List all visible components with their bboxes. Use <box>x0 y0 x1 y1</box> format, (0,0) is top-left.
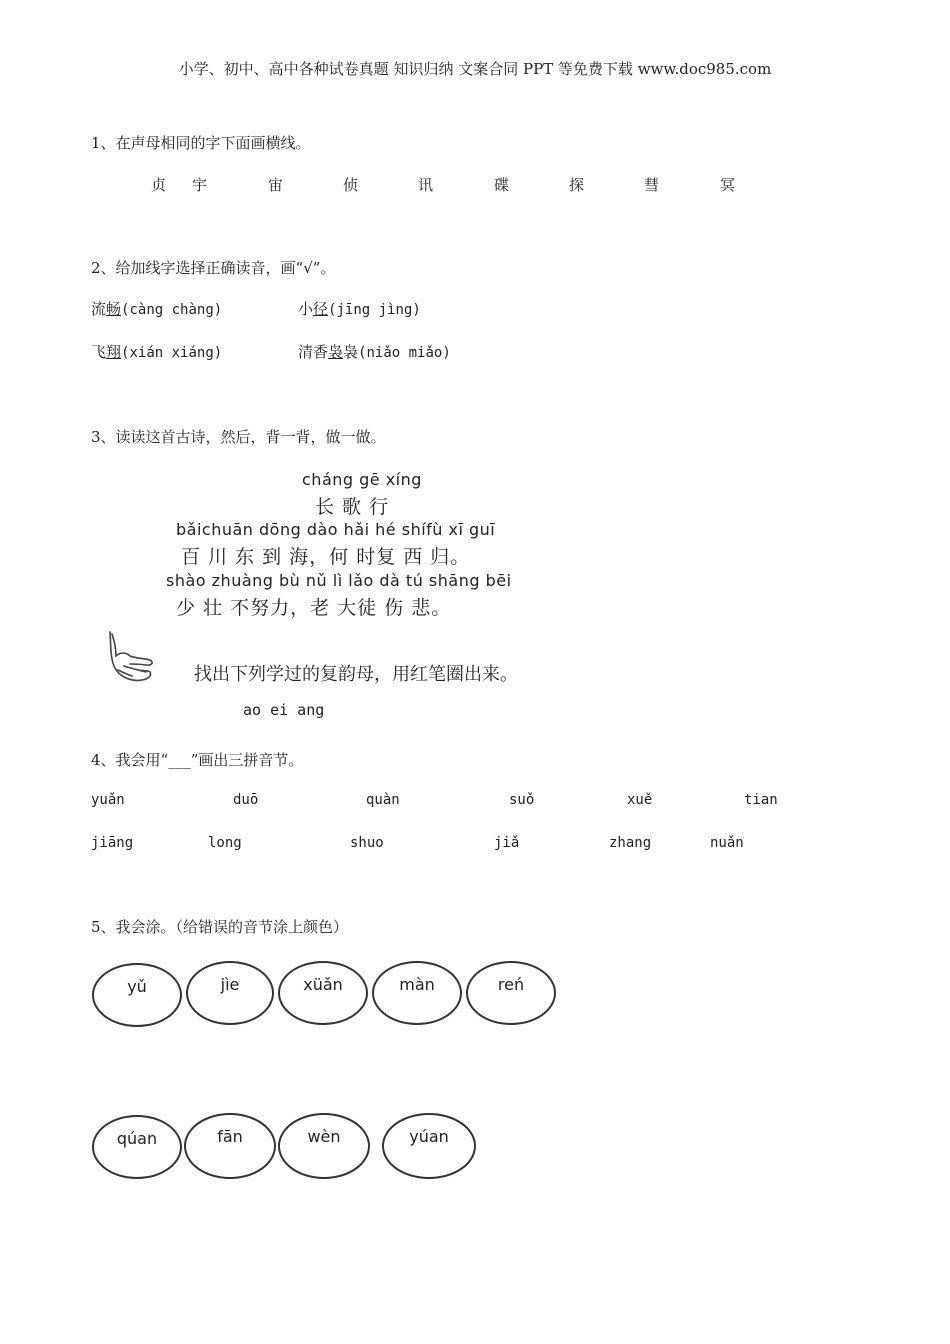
question-3-title: 3、读读这首古诗，然后，背一背，做一做。 <box>91 428 386 446</box>
poem-line-2-pinyin: shào zhuàng bù nǔ lì lǎo dà tú shāng bēi <box>166 571 512 590</box>
syllable: zhang <box>609 835 652 851</box>
q2-item <box>91 298 222 319</box>
q2-item <box>298 298 421 319</box>
syllable-oval[interactable]: wèn <box>278 1113 370 1179</box>
syllable: quàn <box>366 792 400 808</box>
q2-word-prefix: 流 <box>91 300 107 318</box>
q2-item <box>298 341 451 362</box>
q1-char: 冥 <box>720 176 736 194</box>
syllable: jiǎ <box>494 835 520 851</box>
question-1-title: 1、在声母相同的字下面画横线。 <box>91 134 311 152</box>
syllable: suǒ <box>509 792 535 808</box>
syllable: tian <box>744 792 778 808</box>
q2-options: (xián xiáng) <box>121 345 223 361</box>
page-header: 小学、初中、高中各种试卷真题 知识归纳 文案合同 PPT 等免费下载 www.doc985.com <box>178 60 772 78</box>
question-5-title: 5、我会涂。（给错误的音节涂上颜色） <box>91 918 349 936</box>
q2-underlined-char: 径 <box>313 300 329 318</box>
poem-line-2: 少 壮 不努力，老 大徒 伤 悲。 <box>176 597 452 619</box>
q2-options: (jīng jìng) <box>328 302 421 318</box>
q2-word-prefix: 清香 <box>298 343 329 361</box>
q1-char: 宙 <box>268 176 284 194</box>
poem-line-1: 百 川 东 到 海，何 时复 西 归。 <box>181 546 471 568</box>
syllable-oval[interactable]: yǔ <box>92 963 182 1027</box>
finals-list: ao ei ang <box>243 701 325 719</box>
syllable: long <box>208 835 242 851</box>
syllable-oval[interactable]: reń <box>466 961 556 1025</box>
q1-char: 讯 <box>418 176 434 194</box>
q1-char: 彗 <box>644 176 660 194</box>
syllable: xuě <box>627 792 653 808</box>
poem-title: 长 歌 行 <box>315 496 390 518</box>
q1-char: 碟 <box>494 176 510 194</box>
syllable: shuo <box>350 835 384 851</box>
syllable-oval[interactable]: jìe <box>186 961 274 1025</box>
syllable: nuǎn <box>710 835 744 851</box>
syllable-oval[interactable]: yúan <box>382 1113 476 1179</box>
instruction-text: 找出下列学过的复韵母，用红笔圈出来。 <box>194 664 518 685</box>
q1-char: 侦 <box>343 176 359 194</box>
question-2-title: 2、给加线字选择正确读音，画“√”。 <box>91 259 336 277</box>
syllable-oval[interactable]: màn <box>372 961 462 1025</box>
q2-underlined-char: 翔 <box>106 343 122 361</box>
q2-options: (niǎo miǎo) <box>358 345 451 361</box>
q2-underlined-char: 畅 <box>106 300 122 318</box>
syllable-oval[interactable]: qúan <box>92 1115 182 1179</box>
poem-title-pinyin: cháng gē xíng <box>302 470 422 489</box>
q1-char: 探 <box>569 176 585 194</box>
question-4-title: 4、我会用“___”画出三拼音节。 <box>91 751 304 769</box>
q2-word-prefix: 小 <box>298 300 314 318</box>
q1-char: 宇 <box>192 176 208 194</box>
q2-options: (càng chàng) <box>121 302 223 318</box>
syllable: jiāng <box>91 835 134 851</box>
syllable: duō <box>233 792 259 808</box>
q2-word-suffix: 袅 <box>343 343 359 361</box>
syllable: yuǎn <box>91 792 125 808</box>
q2-word-prefix: 飞 <box>91 343 107 361</box>
q1-char: 贞 <box>151 176 167 194</box>
q2-item <box>91 341 222 362</box>
q2-underlined-char: 袅 <box>328 343 344 361</box>
syllable-oval[interactable]: fān <box>184 1113 276 1179</box>
syllable-oval[interactable]: xüǎn <box>278 961 368 1025</box>
poem-line-1-pinyin: bǎichuān dōng dào hǎi hé shífù xī guī <box>176 520 496 539</box>
pointing-hand-icon <box>104 630 156 686</box>
